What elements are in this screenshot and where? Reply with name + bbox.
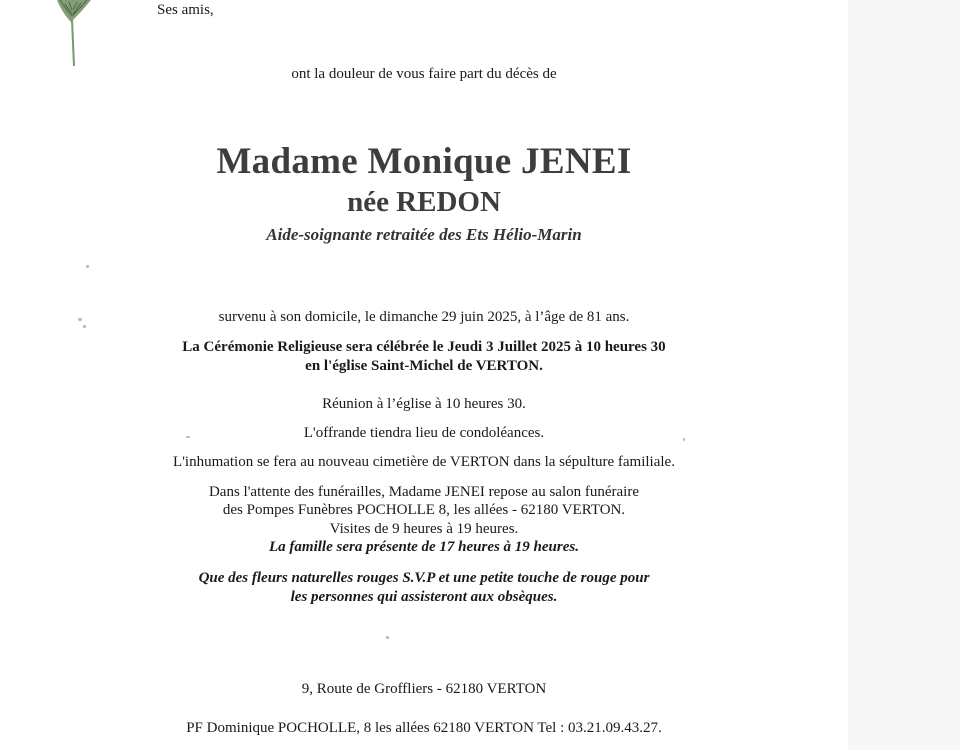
maiden-name: née REDON — [347, 186, 501, 218]
intro-text: ont la douleur de vous faire part du décès de — [291, 66, 557, 82]
ceremony-line-1: La Cérémonie Religieuse sera célébrée le Jeudi 3 Juillet 2025 à 10 heures 30 — [182, 339, 666, 355]
greeting: Ses amis, — [157, 2, 214, 18]
home-address: 9, Route de Groffliers - 62180 VERTON — [301, 681, 547, 697]
family-presence: La famille sera présente de 17 heures à 19 heures. — [269, 539, 579, 555]
occupation: Aide-soignante retraitée des Ets Hélio-Marin — [266, 225, 582, 244]
ceremony-line-2: en l'église Saint-Michel de VERTON. — [305, 358, 543, 374]
flowers-line-2: les personnes qui assisteront aux obsèques. — [290, 589, 558, 605]
funeral-home-line-1: Dans l'attente des funérailles, Madame JENEI repose au salon funéraire — [208, 484, 640, 500]
footer-funeral-director: PF Dominique POCHOLLE, 8 les allées 62180 VERTON Tel : 03.21.09.43.27. — [186, 720, 662, 736]
death-notice: survenu à son domicile, le dimanche 29 juin 2025, à l’âge de 81 ans. — [218, 309, 630, 325]
meeting-text: Réunion à l’église à 10 heures 30. — [322, 396, 526, 412]
burial-text: L'inhumation se fera au nouveau cimetière de VERTON dans la sépulture familiale. — [173, 454, 675, 470]
condolences-text: L'offrande tiendra lieu de condoléances. — [303, 425, 545, 441]
deceased-name: Madame Monique JENEI — [216, 141, 632, 182]
flowers-line-1: Que des fleurs naturelles rouges S.V.P et une petite touche de rouge pour — [198, 570, 650, 586]
funeral-home-line-2: des Pompes Funèbres POCHOLLE 8, les allées - 62180 VERTON. — [222, 502, 626, 518]
scan-speck — [86, 265, 89, 268]
scan-speck — [386, 636, 389, 639]
visiting-hours: Visites de 9 heures à 19 heures. — [329, 521, 519, 537]
scan-margin-strip — [848, 0, 960, 750]
leaf-icon — [55, 0, 95, 70]
